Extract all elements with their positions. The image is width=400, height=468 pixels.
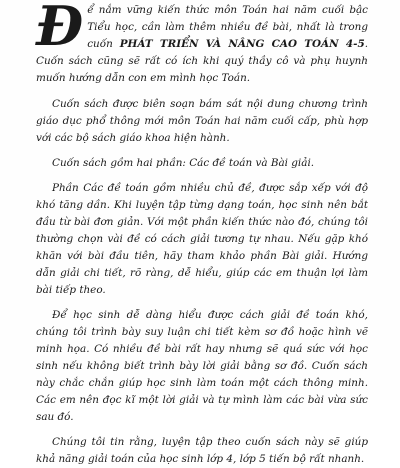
paragraph-intro xyxy=(36,2,368,87)
book-title: PHÁT TRIỂN VÀ NÂNG CAO TOÁN 4-5 xyxy=(119,38,365,50)
intro-text-start: ể nắm vững kiến thức môn Toán hai năm cuối bậc Tiểu học, cần làm thêm nhiều đề bài, nhất là trong cuốn xyxy=(87,4,368,50)
paragraph-structure: Cuốn sách gồm hai phần: Các đề toán và Bài giải. xyxy=(52,157,315,169)
paragraph-diagrams: Để học sinh dễ dàng hiểu được cách giải đề toán khó, chúng tôi trình bày suy luận chi tiết kèm sơ đồ hoặc hình vẽ minh họa. Có nhiều đề bài rất hay nhưng sẽ quá sức với học sinh nếu không biết trình bày lời giải bằng sơ đồ. Cuốn sách này chắc chắn giúp học sinh làm toán một cách thông minh. Các em nên đọc kĩ một lời giải và tự mình làm các bài vừa sức sau đó. xyxy=(36,309,368,423)
intro-text-end: . Cuốn sách cũng sẽ rất có ích khi quý thầy cô và phụ huynh muốn hướng dẫn con em mình học Toán. xyxy=(36,38,368,84)
paragraph-conclusion: Chúng tôi tin rằng, luyện tập theo cuốn sách này sẽ giúp khả năng giải toán của học sinh lớp 4, lớp 5 tiến bộ rất nhanh. xyxy=(36,436,368,465)
drop-cap: Đ xyxy=(36,0,84,58)
paragraph-exercises: Phần Các đề toán gồm nhiều chủ đề, được sắp xếp với độ khó tăng dần. Khi luyện tập từng dạng toán, học sinh nên bắt đầu từ bài đơn giản. Với một phần kiến thức nào đó, chúng tôi thường chọn vài đề có cách giải tương tự nhau. Nếu gặp khó khăn với bài đầu tiên, hãy tham khảo phần Bài giải. Hướng dẫn giải chi tiết, rõ ràng, dễ hiểu, giúp các em thuận lợi làm bài tiếp theo. xyxy=(36,182,368,296)
paragraph-curriculum: Cuốn sách được biên soạn bám sát nội dung chương trình giáo dục phổ thông mới môn Toán hai năm cuối cấp, phù hợp với các bộ sách giáo khoa hiện hành. xyxy=(36,98,368,144)
preface-text xyxy=(36,2,368,468)
